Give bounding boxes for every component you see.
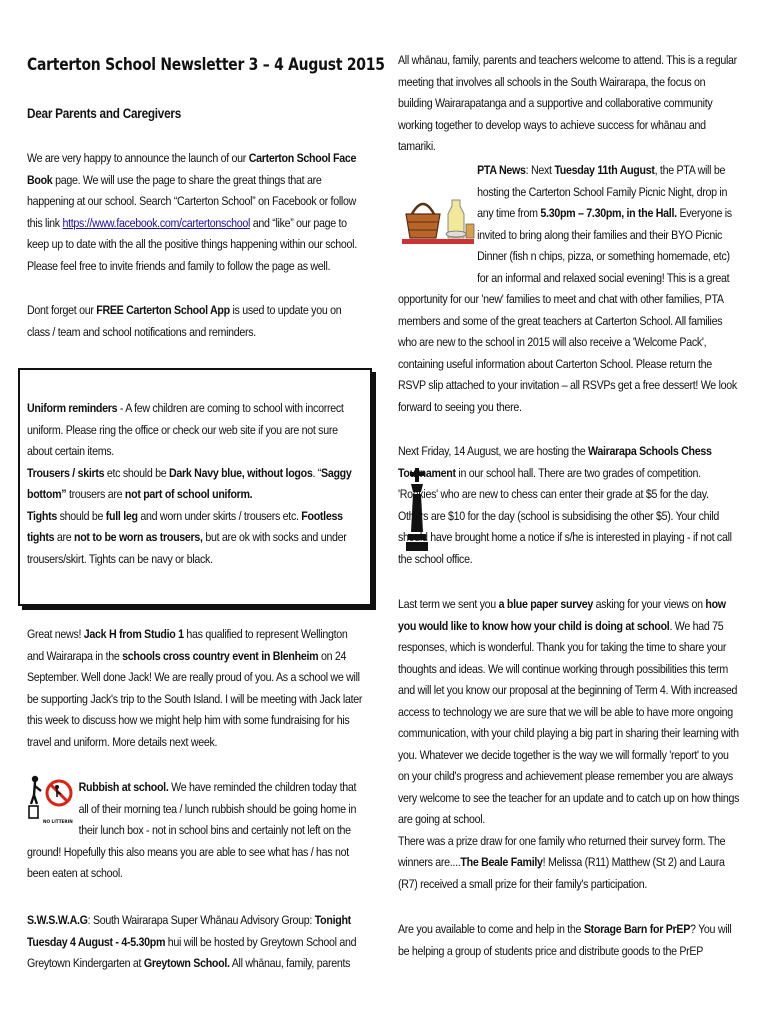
swswag-continuation: All whānau, family, parents and teachers welcome to attend. This is a regular meeting that involves all schools in the South Wairarapa, the focus on building Wairarapatanga and a supportive and collaborative community working together to develop ways to achieve success for whānau and tamariki. — [398, 53, 737, 153]
app-paragraph: Dont forget our FREE Carterton School App is used to update you on class / team and school notifications and reminders. — [27, 303, 342, 339]
svg-text:NO LITTERING: NO LITTERING — [43, 819, 73, 824]
cross-country-paragraph: Great news! Jack H from Studio 1 has qualified to represent Wellington and Wairarapa in the schools cross country event in Blenheim on 24 September. Well done Jack! We are really proud of you. As a school we will be supporting Jack's trip to the South Island. I will be meeting with Jack later this week to discuss how we might help him with some fundraising for his travel and uniform. More details next week. — [27, 627, 363, 749]
pta-label: PTA News — [477, 163, 526, 177]
swswag-paragraph: S.W.S.W.A.G: South Wairarapa Super Whānau Advisory Group: Tonight Tuesday 4 August - 4-5.30pm hui will be hosted by Greytown School and Greytown Kindergarten at Greytown School. All whānau, family, parents — [27, 913, 357, 970]
newsletter-title: Carterton School Newsletter 3 – 4 August 2015 — [27, 55, 385, 75]
app-name: FREE Carterton School App — [96, 303, 230, 317]
rubbish-heading: Rubbish at school. — [78, 780, 169, 794]
facebook-page-name: Carterton School Face Book — [27, 151, 357, 187]
chess-paragraph: Next Friday, 14 August, we are hosting the Wairarapa Schools Chess Tournament in our school hall. There are two grades of competition. 'Rookies' who are new to chess can enter their grade at $5 for the day. Others are $10 for the day (school is subsidising the other $5). Your child should have brought home a notice if s/he is interested in playing - if not call the school office. — [398, 444, 732, 566]
facebook-paragraph: We are very happy to announce the launch of our Carterton School Face Book page. We will use the page to share the great things that are happening at our school. Search “Carterton School” on Facebook or follow this link https://www.facebook.com/cartertonschool and “like” our page to keep up to date with the all the positive things happening within our school. Please feel free to invite friends and family to follow the page as well. — [27, 151, 357, 273]
uniform-paragraph: Uniform reminders - A few children are coming to school with incorrect uniform. Please ring the office or check our web site if you are not sure about certain items. Trousers / skirts etc should be Dark Navy blue, without logos. “Saggy bottom” trousers are not part of school uniform. Tights should be full leg and worn under skirts / trousers etc. Footless tights are not to be worn as trousers, but are ok with socks and under trousers/skirt. Tights can be navy or black. — [27, 401, 352, 566]
survey-paragraph: Last term we sent you a blue paper survey asking for your views on how you would like to know how your child is doing at school. We had 75 responses, which is wonderful. Thank you for taking the time to share your thoughts and ideas. We will continue working through possibilities this term and will let you know our proposal at the beginning of Term 4. With increased access to technology we are sure that we will be able to have more ongoing communication, with your child playing a big part in sharing their learning with you. Whatever we decide together is the way we will formally 'report' to you on your child's progress and achievement please remember you are always very welcome to see the teacher for an update and to catch up on how things are going at school. There was a prize draw for one family who returned their survey form. The winners are....The Beale Family! Melissa (R11) Matthew (St 2) and Laura (R7) received a small prize for their family's participation. — [398, 597, 740, 891]
swswag-continuation-left: All whānau, family, parents — [231, 956, 351, 970]
greeting: Dear Parents and Caregivers — [27, 105, 181, 121]
storage-paragraph: Are you available to come and help in the Storage Barn for PrEP? You will be helping a group of students price and distribute goods to the PrEP — [398, 922, 732, 958]
pta-paragraph: PTA News: Next Tuesday 11th August, the PTA will be hosting the Carterton School Family Picnic Night, drop in any time from 5.30pm – 7.30pm, in the Hall. Everyone is invited to bring along their families and their BYO Picnic Dinner (fish n chips, pizza, or something homemade, etc) for an informal and relaxed social evening! This is a great opportunity for our 'new' families to meet and chat with other families, PTA members and some of the great teachers at Carterton School. All families who are new to the school in 2015 will also receive a 'Welcome Pack', containing useful information about Carterton School. Please return the RSVP slip attached to your invitation – all RSVPs get a free dessert! We look forward to seeing you there. — [398, 163, 737, 414]
facebook-link[interactable]: https://www.facebook.com/cartertonschool — [62, 215, 251, 230]
uniform-heading: Uniform reminders — [27, 401, 118, 415]
rubbish-paragraph: Rubbish at school. We have reminded the children today that all of their morning tea / lunch rubbish should be going home in their lunch box - not in school bins and certainly not left on the ground! Hopefully this also means you are able to see what has / has not been eaten at school. — [27, 780, 357, 880]
